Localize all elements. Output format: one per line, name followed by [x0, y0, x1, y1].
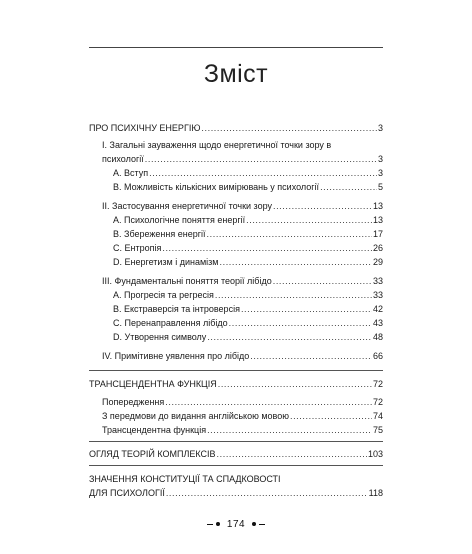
- leader-dots: [165, 397, 372, 408]
- leader-dots: [250, 351, 372, 362]
- folio-number: 174: [226, 519, 246, 530]
- toc-entry-page: 75: [372, 425, 383, 435]
- toc-entry[interactable]: [102, 425, 383, 436]
- leader-dots: [246, 215, 372, 226]
- section-divider: [89, 465, 383, 466]
- toc-entry-page: 118: [368, 488, 383, 498]
- leader-dots: [229, 318, 372, 329]
- toc-entry-page: 48: [372, 332, 383, 342]
- leader-dots: [217, 449, 367, 460]
- toc-entry[interactable]: [89, 123, 383, 134]
- toc-entry[interactable]: [113, 332, 383, 343]
- toc-entry-page: 13: [372, 215, 383, 225]
- toc-entry-label: B. Екстраверсія та інтроверсія: [113, 304, 240, 314]
- leader-dots: [215, 290, 372, 301]
- toc-entry[interactable]: [102, 154, 383, 165]
- toc-entry-page: 17: [372, 229, 383, 239]
- toc-entry-label: ІІ. Застосування енергетичної точки зору: [102, 201, 272, 211]
- toc-entry-page: 5: [377, 182, 383, 192]
- toc-entry-page: 42: [372, 304, 383, 314]
- toc-entry-page: 29: [372, 257, 383, 267]
- toc-entry-label: А. Вступ: [113, 168, 149, 178]
- toc-entry-label: IV. Примітивне уявлення про лібідо: [102, 351, 250, 361]
- toc-entry-label: В. Збереження енергії: [113, 229, 206, 239]
- toc-entry-label-line-2: психології: [102, 154, 144, 164]
- toc-entry-page: 33: [372, 276, 383, 286]
- leader-dots: [218, 379, 372, 390]
- toc-entry[interactable]: [102, 411, 383, 422]
- toc-entry[interactable]: [113, 182, 383, 193]
- toc-entry-page: 72: [372, 397, 383, 407]
- toc-entry[interactable]: [102, 201, 383, 212]
- toc-entry[interactable]: [113, 215, 383, 226]
- toc-entry-page: 72: [372, 379, 383, 389]
- toc-entry-label: ПРО ПСИХІЧНУ ЕНЕРГІЮ: [89, 123, 201, 133]
- leader-dots: [320, 182, 377, 193]
- toc-entry-label: D. Утворення символу: [113, 332, 207, 342]
- folio-dash-right: [259, 524, 265, 525]
- leader-dots: [273, 201, 372, 212]
- toc-entry-label: ОГЛЯД ТЕОРІЙ КОМПЛЕКСІВ: [89, 449, 216, 459]
- toc-entry-page: 74: [372, 411, 383, 421]
- toc-entry-page: 43: [372, 318, 383, 328]
- toc-entry[interactable]: [113, 168, 383, 179]
- toc-entry-label: A. Психологічне поняття енергії: [113, 215, 246, 225]
- toc-entry[interactable]: [102, 351, 383, 362]
- leader-dots: [207, 332, 372, 343]
- toc-entry[interactable]: [89, 449, 383, 460]
- toc-entry[interactable]: [113, 243, 383, 254]
- leader-dots: [145, 154, 377, 165]
- section-divider: [89, 441, 383, 442]
- toc-entry[interactable]: [113, 229, 383, 240]
- toc-entry-label: З передмови до видання англійською мовою: [102, 411, 289, 421]
- leader-dots: [207, 229, 372, 240]
- toc-entry-label: В. Можливість кількісних вимірювань у психології: [113, 182, 320, 192]
- toc-entry[interactable]: [89, 379, 383, 390]
- toc-entry-label-line-1: ЗНАЧЕННЯ КОНСТИТУЦІЇ ТА СПАДКОВОСТІ: [89, 474, 281, 484]
- top-rule: [89, 47, 383, 48]
- leader-dots: [290, 411, 372, 422]
- toc-entry-label-line-2: ДЛЯ ПСИХОЛОГІЇ: [89, 488, 165, 498]
- toc-entry-page: 3: [377, 123, 383, 133]
- toc-entry-label: Трансцендентна функція: [102, 425, 207, 435]
- folio-dash-left: [207, 524, 213, 525]
- toc-entry-label: D. Енергетизм і динамізм: [113, 257, 219, 267]
- leader-dots: [220, 257, 372, 268]
- toc-entry-label: C. Перенаправлення лібідо: [113, 318, 228, 328]
- toc-entry[interactable]: [113, 304, 383, 315]
- leader-dots: [149, 168, 377, 179]
- leader-dots: [166, 488, 368, 499]
- toc-entry-label: Попередження: [102, 397, 165, 407]
- toc-entry-label: C. Ентропія: [113, 243, 162, 253]
- toc-entry[interactable]: [89, 488, 383, 499]
- toc-entry-label: ІІІ. Фундаментальні поняття теорії лібідо: [102, 276, 272, 286]
- toc-entry-page: 13: [372, 201, 383, 211]
- toc-entry-page: 103: [367, 449, 383, 459]
- toc-entry-page: 3: [377, 154, 383, 164]
- toc-entry[interactable]: [102, 397, 383, 408]
- leader-dots: [273, 276, 372, 287]
- section-divider: [89, 370, 383, 371]
- page-number-footer: [0, 519, 472, 530]
- toc-entry[interactable]: [113, 257, 383, 268]
- leader-dots: [201, 123, 377, 134]
- toc-entry-page: 33: [372, 290, 383, 300]
- toc-entry-page: 3: [377, 168, 383, 178]
- leader-dots: [162, 243, 372, 254]
- folio-dot-left: [216, 522, 220, 526]
- leader-dots: [207, 425, 372, 436]
- page-title: Зміст: [203, 60, 269, 88]
- toc-entry-label-line-1: І. Загальні зауваження щодо енергетичної точки зору в: [102, 140, 332, 150]
- toc-entry-label: A. Прогресія та регресія: [113, 290, 214, 300]
- toc-entry[interactable]: [113, 318, 383, 329]
- toc-entry[interactable]: [113, 290, 383, 301]
- toc-entry[interactable]: [102, 276, 383, 287]
- toc-entry-page: 66: [372, 351, 383, 361]
- toc-entry-label: ТРАНСЦЕНДЕНТНА ФУНКЦІЯ: [89, 379, 217, 389]
- leader-dots: [241, 304, 372, 315]
- toc-entry-page: 26: [372, 243, 383, 253]
- folio-dot-right: [252, 522, 256, 526]
